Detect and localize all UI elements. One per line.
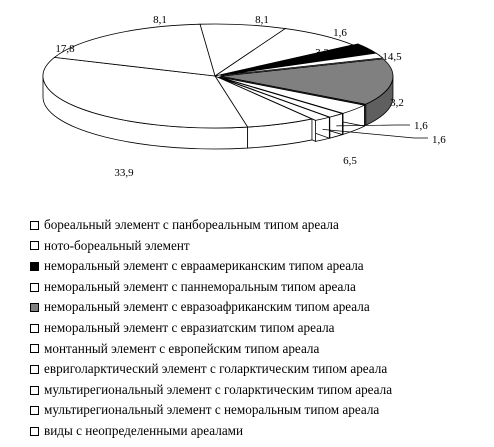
pie-data-label: 33,9: [114, 167, 134, 179]
legend-label: монтанный элемент с европейским типом ареала: [44, 340, 320, 356]
legend-item: [30, 421, 392, 442]
legend-item: [30, 318, 392, 339]
legend-item: [30, 297, 392, 318]
legend-item: [30, 277, 392, 298]
pie-data-label: 3,2: [315, 47, 329, 59]
legend-item: [30, 380, 392, 401]
legend-swatch: [30, 386, 39, 395]
pie-data-label: 1,6: [414, 120, 428, 132]
legend-swatch: [30, 262, 39, 271]
legend-swatch: [30, 283, 39, 292]
pie-data-label: 1,6: [432, 134, 446, 146]
pie-data-label: 3,2: [390, 97, 404, 109]
legend-label: неморальный элемент с евраамериканским типом ареала: [44, 258, 364, 274]
legend-item: [30, 359, 392, 380]
legend-swatch: [30, 241, 39, 250]
legend-swatch: [30, 406, 39, 415]
pie-data-label: 8,1: [255, 14, 269, 26]
legend-label: виды с неопределенными ареалами: [44, 422, 244, 438]
legend-swatch: [30, 365, 39, 374]
pie-data-label: 14,5: [382, 51, 402, 63]
legend-label: мультирегиональный элемент с голарктическим типом ареала: [44, 381, 393, 397]
legend-swatch: [30, 344, 39, 353]
legend-swatch: [30, 221, 39, 230]
pie-data-label: 17,8: [55, 43, 75, 55]
legend-item: [30, 236, 392, 257]
legend-label: ното-бореальный элемент: [44, 237, 190, 253]
legend-item: [30, 339, 392, 360]
legend-label: неморальный элемент с евразиатским типом ареала: [44, 319, 335, 335]
legend-label: евриголарктический элемент с голарктическим типом ареала: [44, 361, 388, 377]
legend-label: неморальный элемент с евразоафриканским типом ареала: [44, 299, 370, 315]
pie-data-label: 6,5: [343, 155, 357, 167]
legend-item: [30, 215, 392, 236]
legend-label: неморальный элемент с паннеморальным типом ареала: [44, 278, 356, 294]
pie-chart: [0, 0, 494, 210]
legend-item: [30, 400, 392, 421]
pie-data-label: 1,6: [333, 27, 347, 39]
legend-swatch: [30, 303, 39, 312]
legend-swatch: [30, 324, 39, 333]
legend-label: бореальный элемент с панбореальным типом ареала: [44, 217, 339, 232]
legend: [30, 215, 392, 442]
legend-swatch: [30, 427, 39, 436]
legend-item: [30, 256, 392, 277]
legend-label: мультирегиональный элемент с неморальным типом ареала: [44, 402, 380, 418]
pie-data-label: 8,1: [153, 14, 167, 26]
